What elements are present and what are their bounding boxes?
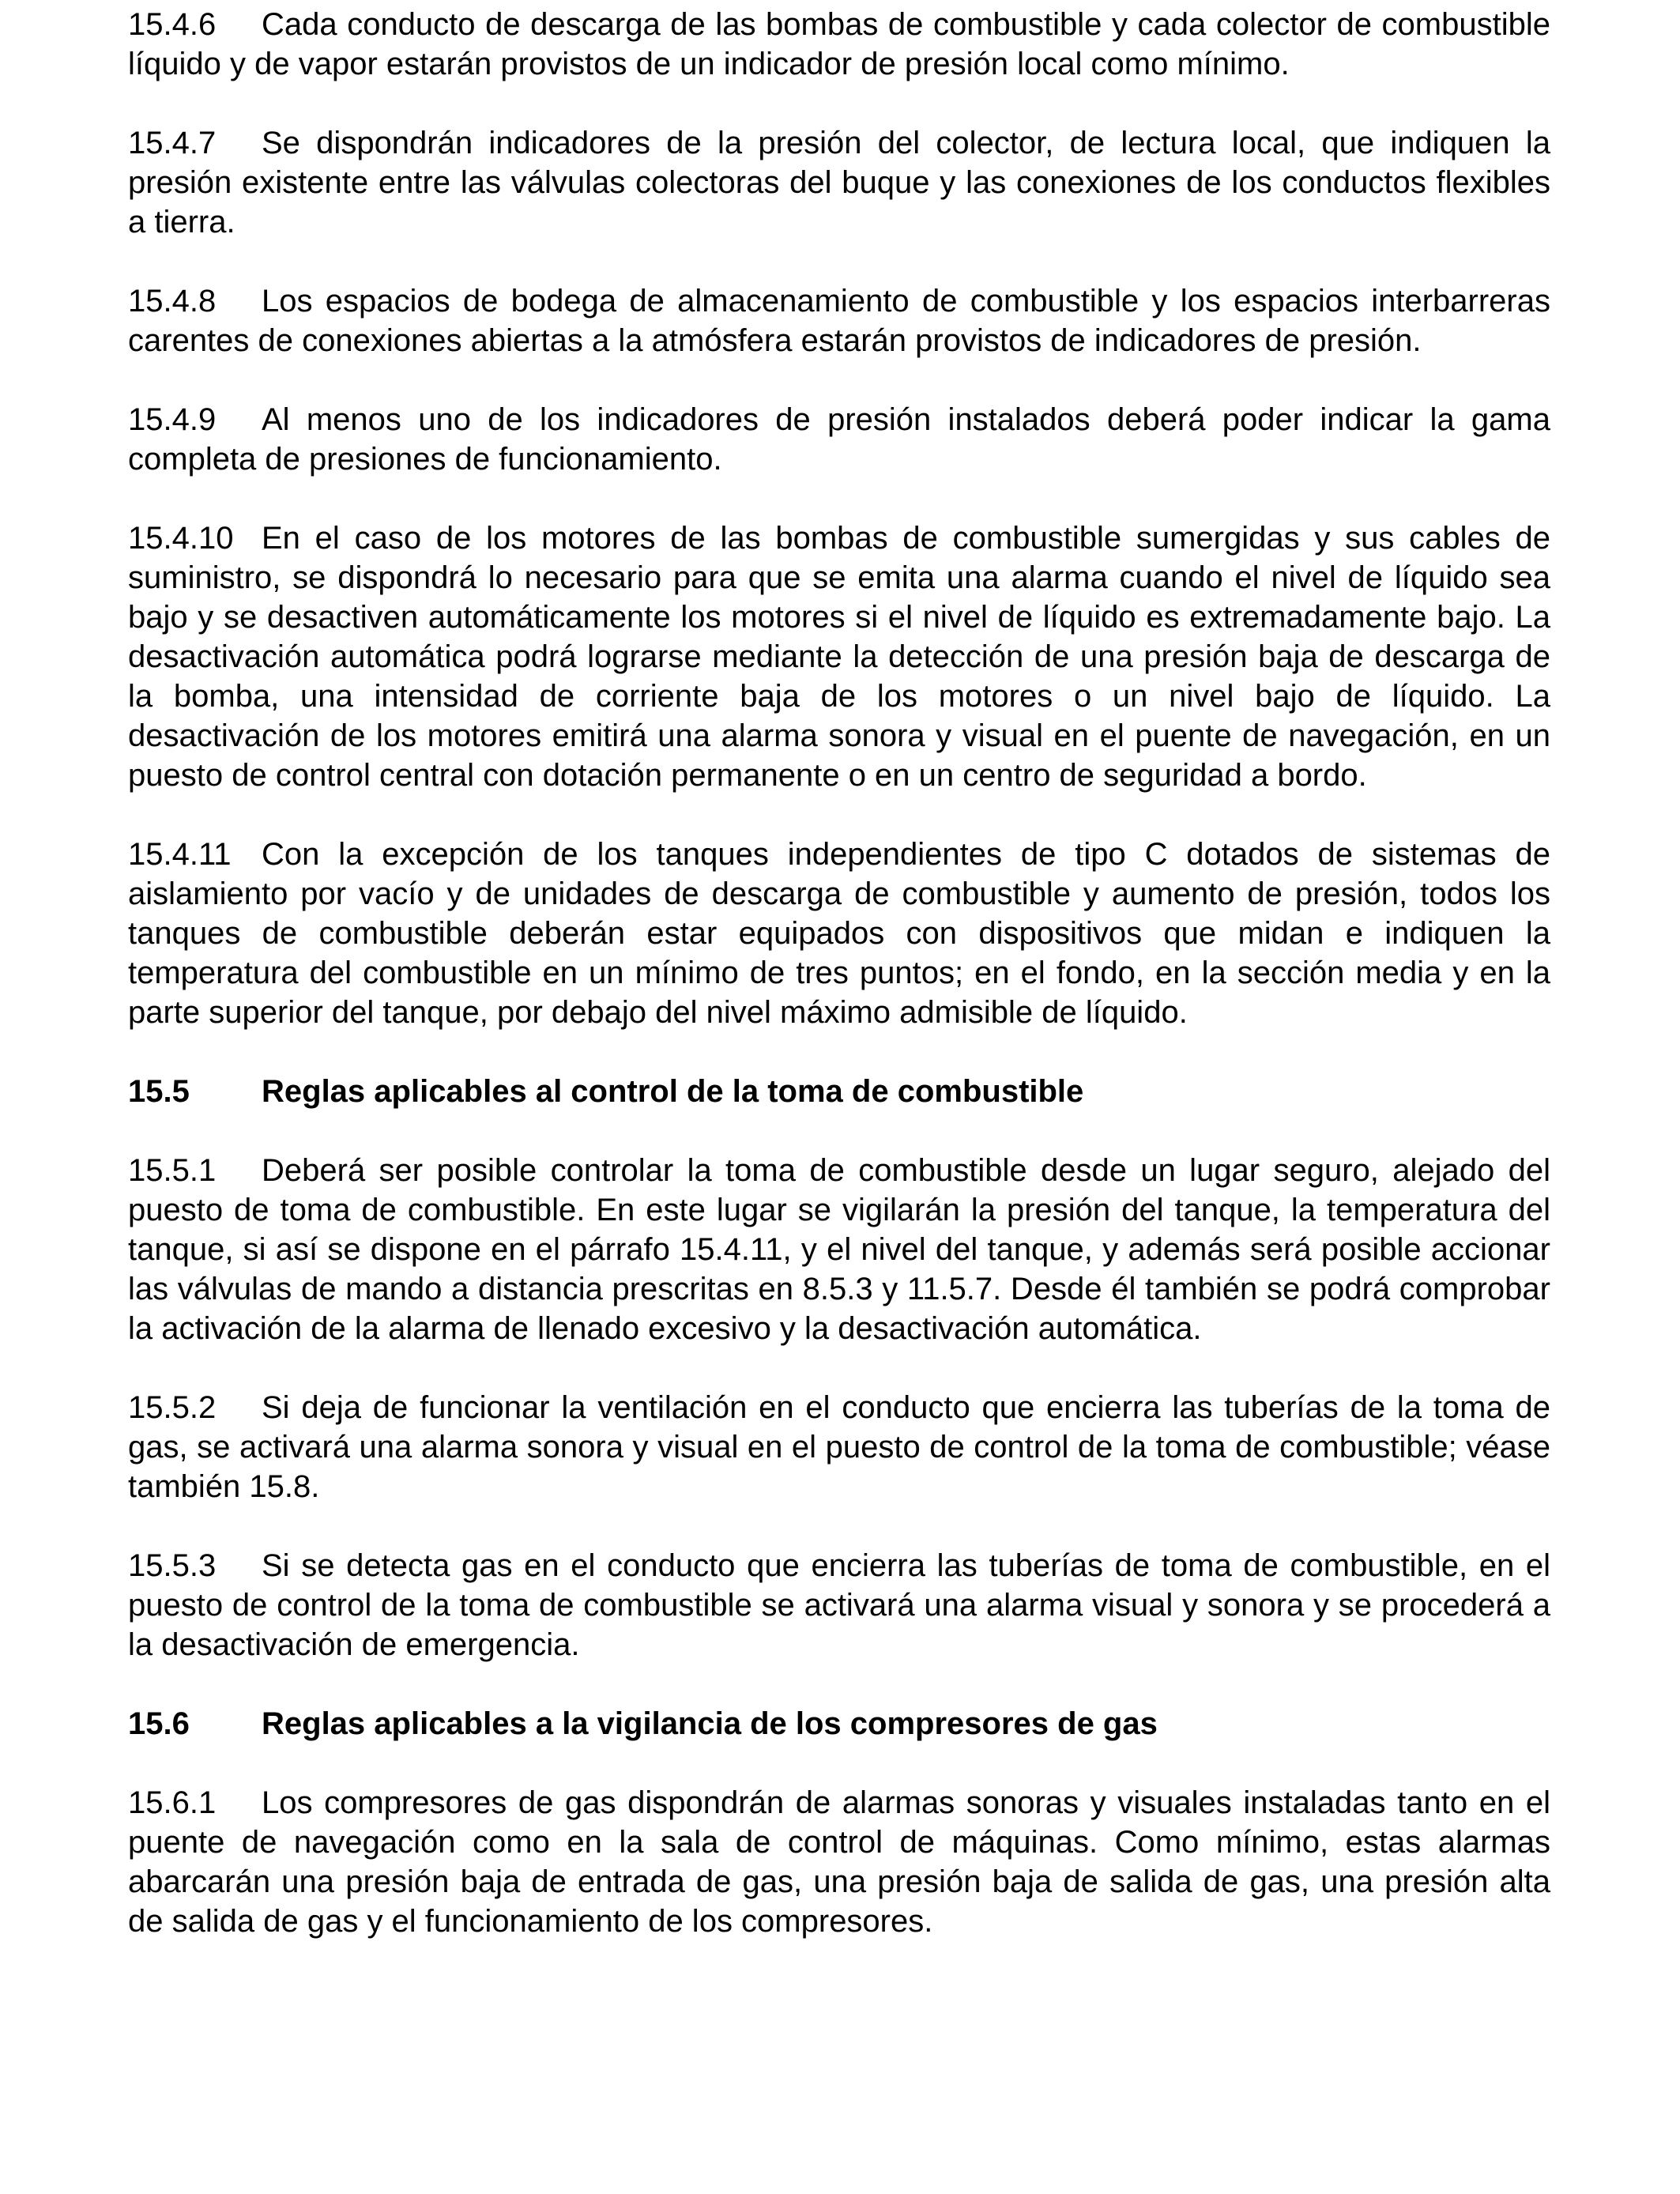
- section-heading-15-6: [128, 1704, 1550, 1744]
- paragraph-15-4-6: [128, 5, 1550, 84]
- section-number: 15.6: [128, 1706, 190, 1741]
- paragraph-text: En el caso de los motores de las bombas de combustible sumergidas y sus cables de suministro, se dispondrá lo necesario para que se emita una alarma cuando el nivel de líquido sea bajo y se desactiven automáticamente los motores si el nivel de líquido es extremadamente bajo. La desactivación automática podrá lograrse mediante la detección de una presión baja de descarga de la bomba, una intensidad de corriente baja de los motores o un nivel bajo de líquido. La desactivación de los motores emitirá una alarma sonora y visual en el puente de navegación, en un puesto de control central con dotación permanente o en un centro de seguridad a bordo.: [128, 521, 1550, 793]
- paragraph-number: 15.4.11: [128, 837, 232, 872]
- paragraph-number: 15.5.2: [128, 1390, 217, 1425]
- section-title: Reglas aplicables a la vigilancia de los compresores de gas: [262, 1706, 1158, 1741]
- paragraph-text: Si se detecta gas en el conducto que encierra las tuberías de toma de combustible, en el puesto de control de la toma de combustible se activará una alarma visual y sonora y se procederá a la desactivación de emergencia.: [128, 1548, 1550, 1662]
- paragraph-text: Los espacios de bodega de almacenamiento de combustible y los espacios interbarreras carentes de conexiones abiertas a la atmósfera estarán provistos de indicadores de presión.: [128, 284, 1550, 358]
- paragraph-number: 15.5.1: [128, 1153, 217, 1188]
- paragraph-15-4-11: [128, 835, 1550, 1032]
- paragraph-number: 15.4.9: [128, 402, 217, 437]
- paragraph-text: Con la excepción de los tanques independientes de tipo C dotados de sistemas de aislamiento por vacío y de unidades de descarga de combustible y aumento de presión, todos los tanques de combustible deberán estar equipados con dispositivos que midan e indiquen la temperatura del combustible en un mínimo de tres puntos; en el fondo, en la sección media y en la parte superior del tanque, por debajo del nivel máximo admisible de líquido.: [128, 837, 1550, 1030]
- paragraph-number: 15.4.10: [128, 521, 234, 556]
- paragraph-15-4-7: [128, 123, 1550, 242]
- paragraph-15-6-1: [128, 1783, 1550, 1941]
- paragraph-15-5-1: [128, 1151, 1550, 1348]
- paragraph-15-4-10: [128, 518, 1550, 795]
- section-number: 15.5: [128, 1074, 190, 1109]
- paragraph-text: Si deja de funcionar la ventilación en el conducto que encierra las tuberías de la toma de gas, se activará una alarma sonora y visual en el puesto de control de la toma de combustible; véase también 15.8.: [128, 1390, 1550, 1504]
- paragraph-text: Al menos uno de los indicadores de presión instalados deberá poder indicar la gama completa de presiones de funcionamiento.: [128, 402, 1550, 477]
- paragraph-number: 15.6.1: [128, 1785, 217, 1820]
- paragraph-number: 15.4.6: [128, 7, 217, 42]
- paragraph-text: Los compresores de gas dispondrán de alarmas sonoras y visuales instaladas tanto en el puente de navegación como en la sala de control de máquinas. Como mínimo, estas alarmas abarcarán una presión baja de entrada de gas, una presión baja de salida de gas, una presión alta de salida de gas y el funcionamiento de los compresores.: [128, 1785, 1550, 1939]
- section-title: Reglas aplicables al control de la toma de combustible: [262, 1074, 1084, 1109]
- paragraph-number: 15.4.7: [128, 126, 217, 160]
- paragraph-15-4-8: [128, 281, 1550, 360]
- paragraph-text: Cada conducto de descarga de las bombas de combustible y cada colector de combustible líquido y de vapor estarán provistos de un indicador de presión local como mínimo.: [128, 7, 1550, 81]
- paragraph-15-4-9: [128, 400, 1550, 479]
- paragraph-text: Se dispondrán indicadores de la presión del colector, de lectura local, que indiquen la presión existente entre las válvulas colectoras del buque y las conexiones de los conductos flexibles a tierra.: [128, 126, 1550, 239]
- paragraph-15-5-3: [128, 1546, 1550, 1664]
- section-heading-15-5: [128, 1072, 1550, 1111]
- paragraph-15-5-2: [128, 1388, 1550, 1506]
- paragraph-number: 15.5.3: [128, 1548, 217, 1583]
- document-page: [128, 5, 1550, 1981]
- paragraph-text: Deberá ser posible controlar la toma de combustible desde un lugar seguro, alejado del puesto de toma de combustible. En este lugar se vigilarán la presión del tanque, la temperatura del tanque, si así se dispone en el párrafo 15.4.11, y el nivel del tanque, y además será posible accionar las válvulas de mando a distancia prescritas en 8.5.3 y 11.5.7. Desde él también se podrá comprobar la activación de la alarma de llenado excesivo y la desactivación automática.: [128, 1153, 1550, 1346]
- paragraph-number: 15.4.8: [128, 284, 217, 319]
